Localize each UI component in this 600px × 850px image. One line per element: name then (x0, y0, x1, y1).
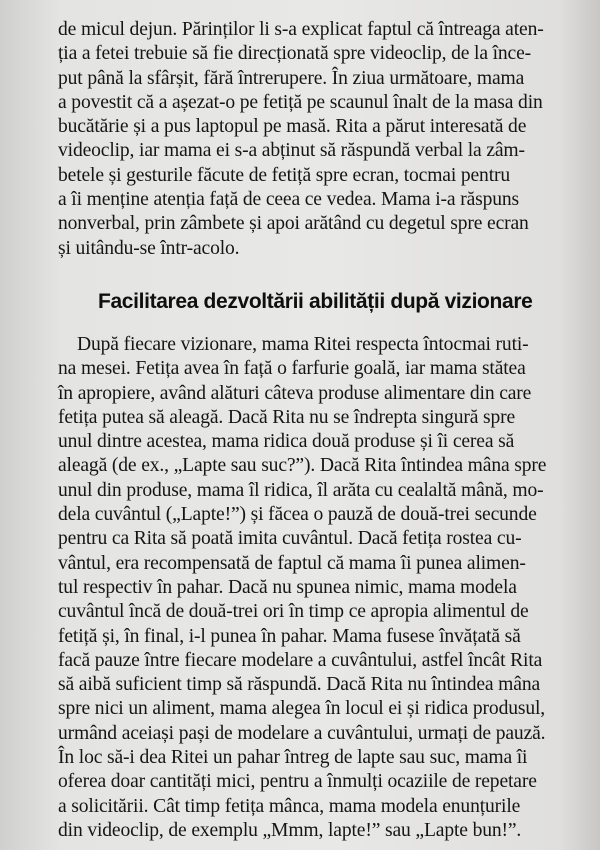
paragraph-line: facă pauze între fiecare modelare a cuvântului, astfel încât Rita (58, 649, 543, 671)
paragraph-line: put până la sfârșit, fără întrerupere. În ziua următoare, mama (58, 67, 525, 89)
paragraph-2 (58, 333, 558, 843)
paragraph-line: spre nici un aliment, mama alegea în locul ei și ridica produsul, (58, 698, 546, 720)
paragraph-line: unul dintre acestea, mama ridica două produse și îi cerea să (58, 431, 515, 453)
paragraph-line: În loc să-i dea Ritei un pahar întreg de lapte sau suc, mama îi (58, 747, 528, 769)
paragraph-line: tul respectiv în pahar. Dacă nu spunea nimic, mama modela (58, 576, 517, 598)
paragraph-line: ția a fetei trebuie să fie direcționată spre videoclip, de la înce- (58, 43, 532, 65)
paragraph-line: nonverbal, prin zâmbete și apoi arătând cu degetul spre ecran (58, 213, 529, 235)
paragraph-line: a îi menține atenția față de ceea ce vedea. Mama i-a răspuns (58, 189, 520, 211)
paragraph-line: fetiță și, în final, i-l punea în pahar. Mama fusese învățată să (58, 625, 521, 647)
paragraph-line: a povestit că a așezat-o pe fetiță pe scaunul înalt de la masa din (58, 91, 543, 113)
paragraph-line: na mesei. Fetița avea în față o farfurie goală, iar mama stătea (58, 358, 526, 380)
paragraph-line: și uitându-se într-acolo. (58, 237, 240, 259)
paragraph-line: betele și gesturile făcute de fetiță spre ecran, tocmai pentru (58, 164, 511, 186)
section-heading: Facilitarea dezvoltării abilității după vizionare (98, 290, 533, 313)
paragraph-line: urmând aceiași pași de modelare a cuvântului, urmați de pauză. (58, 722, 546, 744)
paragraph-line: din videoclip, de exemplu „Mmm, lapte!” sau „Lapte bun!”. (58, 819, 522, 841)
paragraph-line: cuvântul încă de două-trei ori în timp ce apropia alimentul de (58, 601, 529, 623)
paragraph-line: de micul dejun. Părinților li s-a explicat faptul că întreaga aten- (58, 19, 544, 40)
paragraph-line: După fiecare vizionare, mama Ritei respecta întocmai ruti- (77, 334, 529, 355)
paragraph-line: pentru ca Rita să poată imita cuvântul. Dacă fetița rostea cu- (58, 528, 522, 550)
paragraph-1 (58, 18, 558, 261)
paragraph-line: să aibă suficient timp să răspundă. Dacă Rita nu întindea mâna (58, 674, 541, 696)
paragraph-line: vântul, era recompensată de faptul că mama îi punea alimen- (58, 552, 526, 574)
paragraph-line: unul din produse, mama îl ridica, îl arăta cu cealaltă mână, mo- (58, 479, 544, 501)
paragraph-line: aleagă (de ex., „Lapte sau suc?”). Dacă Rita întindea mâna spre (58, 455, 547, 477)
paragraph-line: în apropiere, având alături câteva produse alimentare din care (58, 382, 532, 404)
paragraph-line: bucătărie și a pus laptopul pe masă. Rita a părut interesată de (58, 116, 527, 138)
paragraph-line: fetița putea să aleagă. Dacă Rita nu se îndrepta singură spre (58, 406, 516, 428)
paragraph-line: oferea doar cantități mici, pentru a înmulți ocaziile de repetare (58, 771, 537, 793)
paragraph-line: videoclip, iar mama ei s-a abținut să răspundă verbal la zâm- (58, 140, 525, 162)
paragraph-line: dela cuvântul („Lapte!”) și făcea o pauză de două-trei secunde (58, 504, 537, 526)
paragraph-line: a solicitării. Cât timp fetița mânca, mama modela enunțurile (58, 795, 521, 817)
